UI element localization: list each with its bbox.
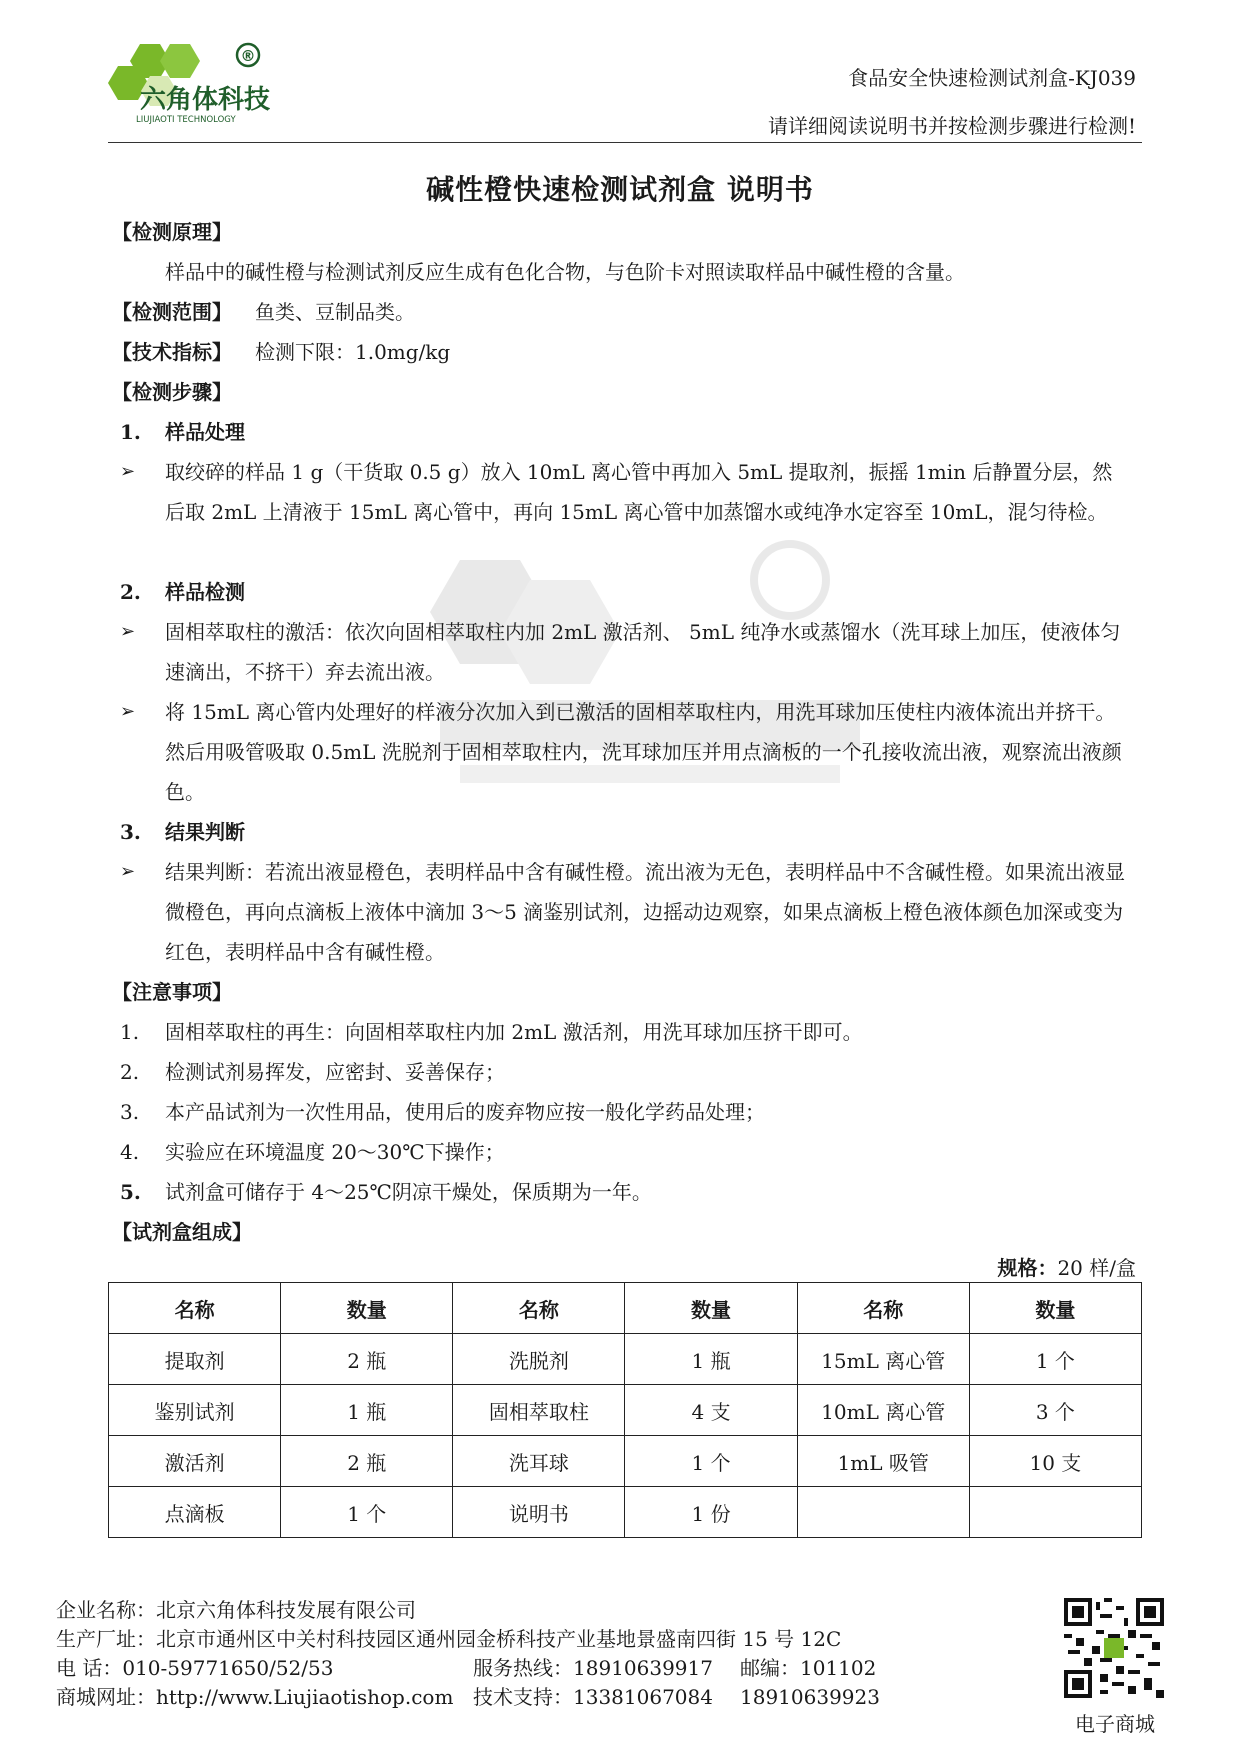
reading-notice: 请详细阅读说明书并按检测步骤进行检测! (767, 114, 1136, 138)
table-row (109, 1487, 1142, 1538)
table-cell: 15mL 离心管 (797, 1334, 969, 1385)
brand-name-cn: 六角体科技 (140, 85, 271, 115)
table-cell: 点滴板 (109, 1487, 281, 1538)
kit-heading: 【试剂盒组成】 (112, 1220, 252, 1244)
spec-text: 检测下限：1.0mg/kg (255, 340, 451, 364)
brand-name-en: LIUJIAOTI TECHNOLOGY (136, 115, 236, 125)
table-cell: 1 个 (969, 1334, 1141, 1385)
steps-heading: 【检测步骤】 (112, 380, 232, 404)
footer-company: 企业名称：北京六角体科技发展有限公司 (56, 1598, 416, 1622)
table-cell: 1 瓶 (281, 1385, 453, 1436)
note-number: 5. (120, 1180, 141, 1204)
product-line-label: 食品安全快速检测试剂盒-KJ039 (848, 66, 1136, 90)
step2-activation-text: 固相萃取柱的激活：依次向固相萃取柱内加 2mL 激活剂、 5mL 纯净水或蒸馏水（洗耳球上加压，使液体匀速滴出，不挤干）弃去流出液。 (165, 620, 1121, 684)
table-cell: 3 个 (969, 1385, 1141, 1436)
step1-number: 1. (120, 420, 141, 444)
table-cell: 2 瓶 (281, 1334, 453, 1385)
table-cell: 10mL 离心管 (797, 1385, 969, 1436)
note-text: 检测试剂易挥发，应密封、妥善保存； (165, 1060, 505, 1084)
range-text: 鱼类、豆制品类。 (255, 300, 415, 324)
table-cell: 激活剂 (109, 1436, 281, 1487)
table-cell: 说明书 (453, 1487, 625, 1538)
table-cell: 2 瓶 (281, 1436, 453, 1487)
table-cell: 1 瓶 (625, 1334, 797, 1385)
table-header: 名称 (453, 1283, 625, 1334)
table-header: 数量 (625, 1283, 797, 1334)
qr-code-icon[interactable] (1064, 1598, 1164, 1698)
principle-text: 样品中的碱性橙与检测试剂反应生成有色化合物，与色阶卡对照读取样品中碱性橙的含量。 (165, 260, 965, 284)
footer-hotline: 服务热线：18910639917 (473, 1656, 713, 1680)
table-header: 名称 (797, 1283, 969, 1334)
note-number: 4. (120, 1140, 140, 1164)
page-title: 碱性橙快速检测试剂盒 说明书 (426, 173, 814, 206)
spec-heading: 【技术指标】 (112, 340, 232, 364)
table-cell: 洗脱剂 (453, 1334, 625, 1385)
step2-detection-text: 将 15mL 离心管内处理好的样液分次加入到已激活的固相萃取柱内，用洗耳球加压使柱内液体流出并挤干。然后用吸管吸取 0.5mL 洗脱剂于固相萃取柱内，洗耳球加压并用点滴板的一个孔接收流出液，观察流出液颜色。 (165, 700, 1122, 804)
note-number: 3. (120, 1100, 140, 1124)
table-cell: 10 支 (969, 1436, 1141, 1487)
table-header: 数量 (281, 1283, 453, 1334)
table-cell: 4 支 (625, 1385, 797, 1436)
qr-label: 电子商城 (1075, 1712, 1155, 1736)
notes-heading: 【注意事项】 (112, 980, 232, 1004)
step3-number: 3. (120, 820, 141, 844)
step3-title: 结果判断 (165, 820, 245, 844)
bullet-arrow-icon: ➢ (120, 701, 136, 722)
table-cell (797, 1487, 969, 1538)
step1-title: 样品处理 (165, 420, 245, 444)
table-cell: 提取剂 (109, 1334, 281, 1385)
table-cell: 1mL 吸管 (797, 1436, 969, 1487)
table-header: 名称 (109, 1283, 281, 1334)
note-text: 固相萃取柱的再生：向固相萃取柱内加 2mL 激活剂，用洗耳球加压挤干即可。 (165, 1020, 863, 1044)
kit-spec-label: 规格： (997, 1256, 1058, 1280)
note-text: 实验应在环境温度 20～30℃下操作； (165, 1140, 505, 1164)
table-cell (969, 1487, 1141, 1538)
table-row (109, 1436, 1142, 1487)
table-cell: 洗耳球 (453, 1436, 625, 1487)
table-cell: 1 个 (625, 1436, 797, 1487)
table-header: 数量 (969, 1283, 1141, 1334)
range-heading: 【检测范围】 (112, 300, 232, 324)
footer-support: 技术支持：13381067084 (473, 1685, 713, 1709)
table-cell: 鉴别试剂 (109, 1385, 281, 1436)
table-cell: 固相萃取柱 (453, 1385, 625, 1436)
note-number: 2. (120, 1060, 140, 1084)
table-cell: 1 个 (281, 1487, 453, 1538)
table-header-row (109, 1283, 1142, 1334)
bullet-arrow-icon: ➢ (120, 861, 136, 882)
header-divider (108, 142, 1142, 143)
note-text: 本产品试剂为一次性用品，使用后的废弃物应按一般化学药品处理； (165, 1100, 765, 1124)
step2-number: 2. (120, 580, 141, 604)
footer-support-2: 18910639923 (740, 1685, 880, 1709)
bullet-arrow-icon: ➢ (120, 461, 136, 482)
kit-spec-value: 20 样/盒 (1057, 1256, 1136, 1280)
principle-heading: 【检测原理】 (112, 220, 232, 244)
step2-title: 样品检测 (165, 580, 245, 604)
registered-mark: ® (240, 47, 256, 65)
table-cell: 1 份 (625, 1487, 797, 1538)
footer-website: 商城网址：http://www.Liujiaotishop.com (56, 1685, 454, 1709)
note-number: 1. (120, 1020, 140, 1044)
step1-text: 取绞碎的样品 1 g（干货取 0.5 g）放入 10mL 离心管中再加入 5mL 提取剂，振摇 1min 后静置分层，然后取 2mL 上清液于 15mL 离心管中，再向 15mL 离心管中加蒸馏水或纯净水定容至 10mL，混匀待检。 (165, 460, 1113, 524)
footer-postcode: 邮编：101102 (740, 1656, 877, 1680)
company-logo (100, 38, 320, 138)
note-text: 试剂盒可储存于 4～25℃阴凉干燥处，保质期为一年。 (165, 1180, 652, 1204)
footer-phone: 电 话：010-59771650/52/53 (56, 1656, 334, 1680)
kit-spec (997, 1252, 1136, 1281)
kit-composition-table (108, 1282, 1142, 1538)
table-row (109, 1334, 1142, 1385)
footer-address: 生产厂址：北京市通州区中关村科技园区通州园金桥科技产业基地景盛南四街 15 号 12C (56, 1627, 842, 1651)
step3-text: 结果判断：若流出液显橙色，表明样品中含有碱性橙。流出液为无色，表明样品中不含碱性橙。如果流出液显微橙色，再向点滴板上液体中滴加 3～5 滴鉴别试剂，边摇动边观察，如果点滴板上橙色液体颜色加深或变为红色，表明样品中含有碱性橙。 (165, 860, 1125, 964)
bullet-arrow-icon: ➢ (120, 621, 136, 642)
table-row (109, 1385, 1142, 1436)
